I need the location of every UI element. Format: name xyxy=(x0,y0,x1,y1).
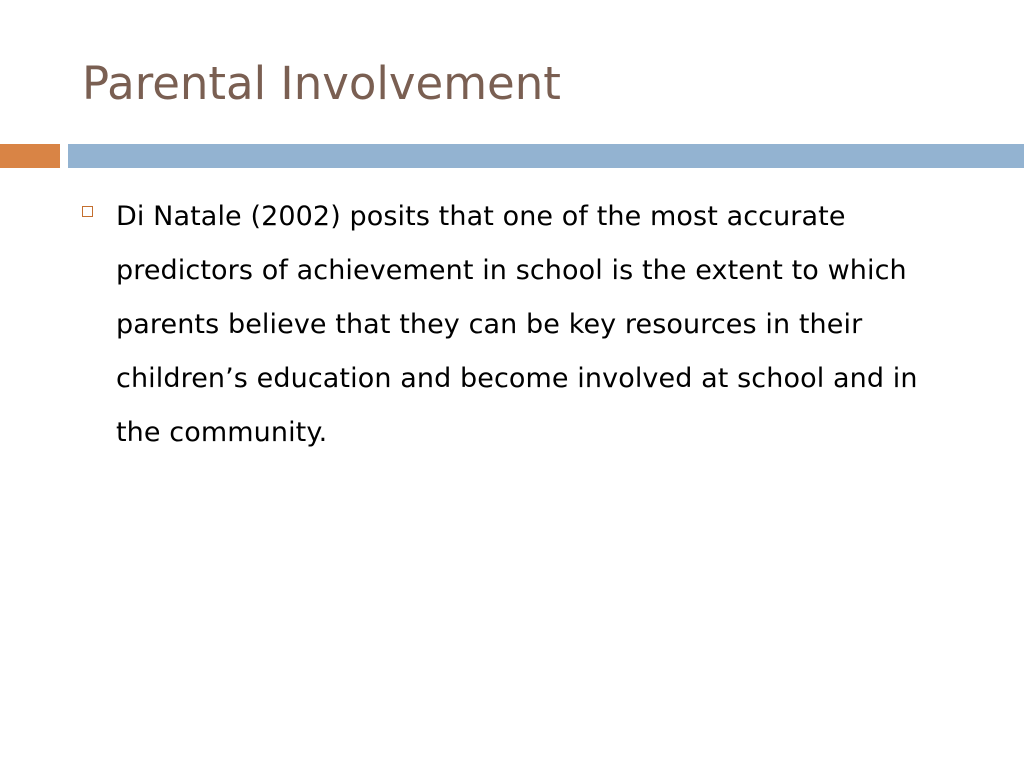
slide-body xyxy=(82,190,982,460)
accent-bar-orange xyxy=(0,144,60,168)
slide-title: Parental Involvement xyxy=(82,57,561,110)
bullet-text: Di Natale (2002) posits that one of the most accurate predictors of achievement in school is the extent to which parents believe that they can be key resources in their children’s education and become involved at school and in the community. xyxy=(116,201,918,448)
hollow-square-bullet-icon xyxy=(82,206,93,217)
bullet-item xyxy=(82,190,982,460)
accent-bar-blue xyxy=(68,144,1024,168)
